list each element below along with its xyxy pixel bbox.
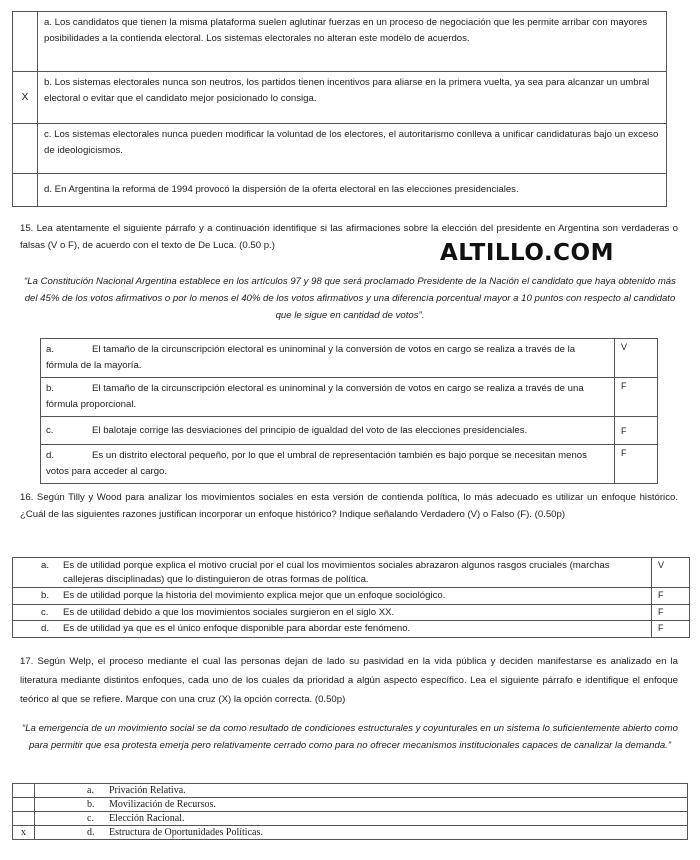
statement-letter: b. (46, 383, 55, 394)
statement-text: Es un distrito electoral pequeño, por lo que el umbral de representación también es bajo porque se necesitan menos votos para acceder al cargo. (46, 450, 587, 477)
true-false-answer: F (615, 417, 658, 445)
table-row (13, 798, 688, 812)
statement-cell (13, 588, 652, 605)
table-row (13, 174, 667, 207)
true-false-answer: F (652, 621, 690, 638)
table-row (13, 812, 688, 826)
true-false-answer: F (615, 445, 658, 484)
option-text: a. Los candidatos que tienen la misma plataforma suelen aglutinar fuerzas en un proceso de negociación que les permite arribar con mayores posibilidades a la contienda electoral. Los sistemas electorales no alteran este modelo de acuerdos. (38, 12, 667, 72)
table-row (13, 588, 690, 605)
table-row (41, 339, 658, 378)
answer-mark (13, 124, 38, 174)
question15-statements-table (40, 338, 658, 484)
statement-text: Es de utilidad debido a que los movimientos sociales surgieron en el siglo XX. (63, 606, 395, 618)
statement-letter: a. (46, 344, 55, 355)
table-row (13, 12, 667, 72)
statement-text: El tamaño de la circunscripción electoral es uninominal y la conversión de votos en cargo se realiza a través de una fórmula proporcional. (46, 383, 584, 410)
answer-mark (13, 812, 35, 826)
table-row (41, 445, 658, 484)
statement-text: Es de utilidad porque explica el motivo crucial por el cual los movimientos sociales abrazaron algunos rasgos cruciales (marchas callejeras disciplinadas) que lo distinguieron de otras formas de política. (63, 560, 610, 585)
statement-letter: d. (46, 450, 55, 461)
option-cell (35, 826, 688, 840)
option-text: b. Los sistemas electorales nunca son neutros, los partidos tienen incentivos para aliarse en la primera vuelta, ya sea para alcanzar un umbral electoral o evitar que el candidato mejor posicionado lo consiga. (38, 72, 667, 124)
table-row (13, 826, 688, 840)
answer-mark: X (13, 72, 38, 124)
true-false-answer: F (652, 588, 690, 605)
question15-quote: “La Constitución Nacional Argentina establece en los artículos 97 y 98 que será proclamado Presidente de la Nación el candidato que haya obtenido más del 45% de los votos afirmativos o por lo menos el 40% de los votos afirmativos y una diferencia porcentual mayor a 10 puntos con respecto al candidato que le sigue en cantidad de votos”. (24, 276, 676, 321)
table-row (13, 72, 667, 124)
answer-mark (13, 784, 35, 798)
option-text: d. En Argentina la reforma de 1994 provocó la dispersión de la oferta electoral en las elecciones presidenciales. (38, 174, 667, 207)
true-false-answer: F (615, 378, 658, 417)
true-false-answer: F (652, 604, 690, 621)
table-row (41, 417, 658, 445)
statement-letter: d. (41, 623, 50, 634)
statement-cell (13, 621, 652, 638)
question16-text: 16. Según Tilly y Wood para analizar los movimientos sociales en esta versión de contienda política, lo más adecuado es utilizar un enfoque histórico. ¿Cuál de las siguientes razones justifican incorporar un enfoque histórico? Indique señalando Verdadero (V) o Falso (F). (0.50p) (20, 492, 678, 520)
table-row (13, 558, 690, 588)
answer-mark (13, 174, 38, 207)
table-row (13, 784, 688, 798)
statement-letter: c. (46, 424, 54, 436)
statement-cell (41, 378, 615, 417)
question15-text: 15. Lea atentamente el siguiente párrafo y a continuación identifique si las afirmaciones sobre la elección del presidente en Argentina son verdaderas o falsas (V o F), de acuerdo con el texto de De Luca. (0.50 p.) (20, 223, 678, 251)
question17-quote: “La emergencia de un movimiento social se da como resultado de condiciones estructurales y coyunturales en un sistema lo suficientemente abierto como para permitir que esa protesta emerja pero relativamente cerrado como para no ofrecer mecanismos institucionales capaces de canalizar la demanda.” (22, 723, 678, 751)
statement-cell (13, 558, 652, 588)
option-text: Estructura de Oportunidades Políticas. (109, 827, 263, 838)
question17-options-table (12, 783, 688, 840)
option-cell (35, 812, 688, 826)
table-row (13, 604, 690, 621)
option-text: c. Los sistemas electorales nunca pueden modificar la voluntad de los electores, el autoritarismo conlleva a unificar candidaturas bajo un exceso de ideologicismos. (38, 124, 667, 174)
option-text: Movilización de Recursos. (109, 799, 216, 810)
statement-text: El tamaño de la circunscripción electoral es uninominal y la conversión de votos en cargo se realiza a través de la fórmula de la mayoría. (46, 344, 576, 371)
option-text: Elección Racional. (109, 813, 185, 824)
statement-cell (41, 417, 615, 445)
table-row (13, 621, 690, 638)
option-text: Privación Relativa. (109, 785, 186, 796)
true-false-answer: V (652, 558, 690, 588)
question17-text: 17. Según Welp, el proceso mediante el cual las personas dejan de lado su pasividad en la vida pública y deciden manifestarse es analizado en la literatura mediante distintos enfoques, cada uno de los cuales da prioridad a algún aspecto específico. Lea el siguiente párrafo e identifique el enfoque teórico al que se refiere. Marque con una cruz (X) la opción correcta. (0.50p) (20, 656, 678, 705)
option-letter: a. (87, 785, 94, 796)
statement-text: Es de utilidad ya que es el único enfoque disponible para abordar este fenómeno. (63, 623, 411, 634)
statement-cell (41, 339, 615, 378)
answer-mark: x (13, 826, 35, 840)
table-row (41, 378, 658, 417)
answer-mark (13, 798, 35, 812)
option-letter: d. (87, 827, 95, 838)
option-letter: c. (87, 813, 94, 824)
statement-cell (41, 445, 615, 484)
option-cell (35, 798, 688, 812)
question16-statements-table (12, 557, 690, 638)
statement-cell (13, 604, 652, 621)
statement-letter: b. (41, 590, 50, 601)
answer-mark (13, 12, 38, 72)
table-row (13, 124, 667, 174)
option-letter: b. (87, 799, 95, 810)
site-watermark-logo: ALTILLO.COM (440, 240, 614, 266)
question14-options-table (12, 11, 667, 207)
statement-letter: a. (41, 560, 50, 571)
statement-letter: c. (41, 606, 49, 618)
statement-text: El balotaje corrige las desviaciones del principio de igualdad del voto de las elecciones presidenciales. (92, 424, 528, 436)
statement-text: Es de utilidad porque la historia del movimiento explica mejor que un enfoque sociológico. (63, 590, 446, 601)
option-cell (35, 784, 688, 798)
true-false-answer: V (615, 339, 658, 378)
